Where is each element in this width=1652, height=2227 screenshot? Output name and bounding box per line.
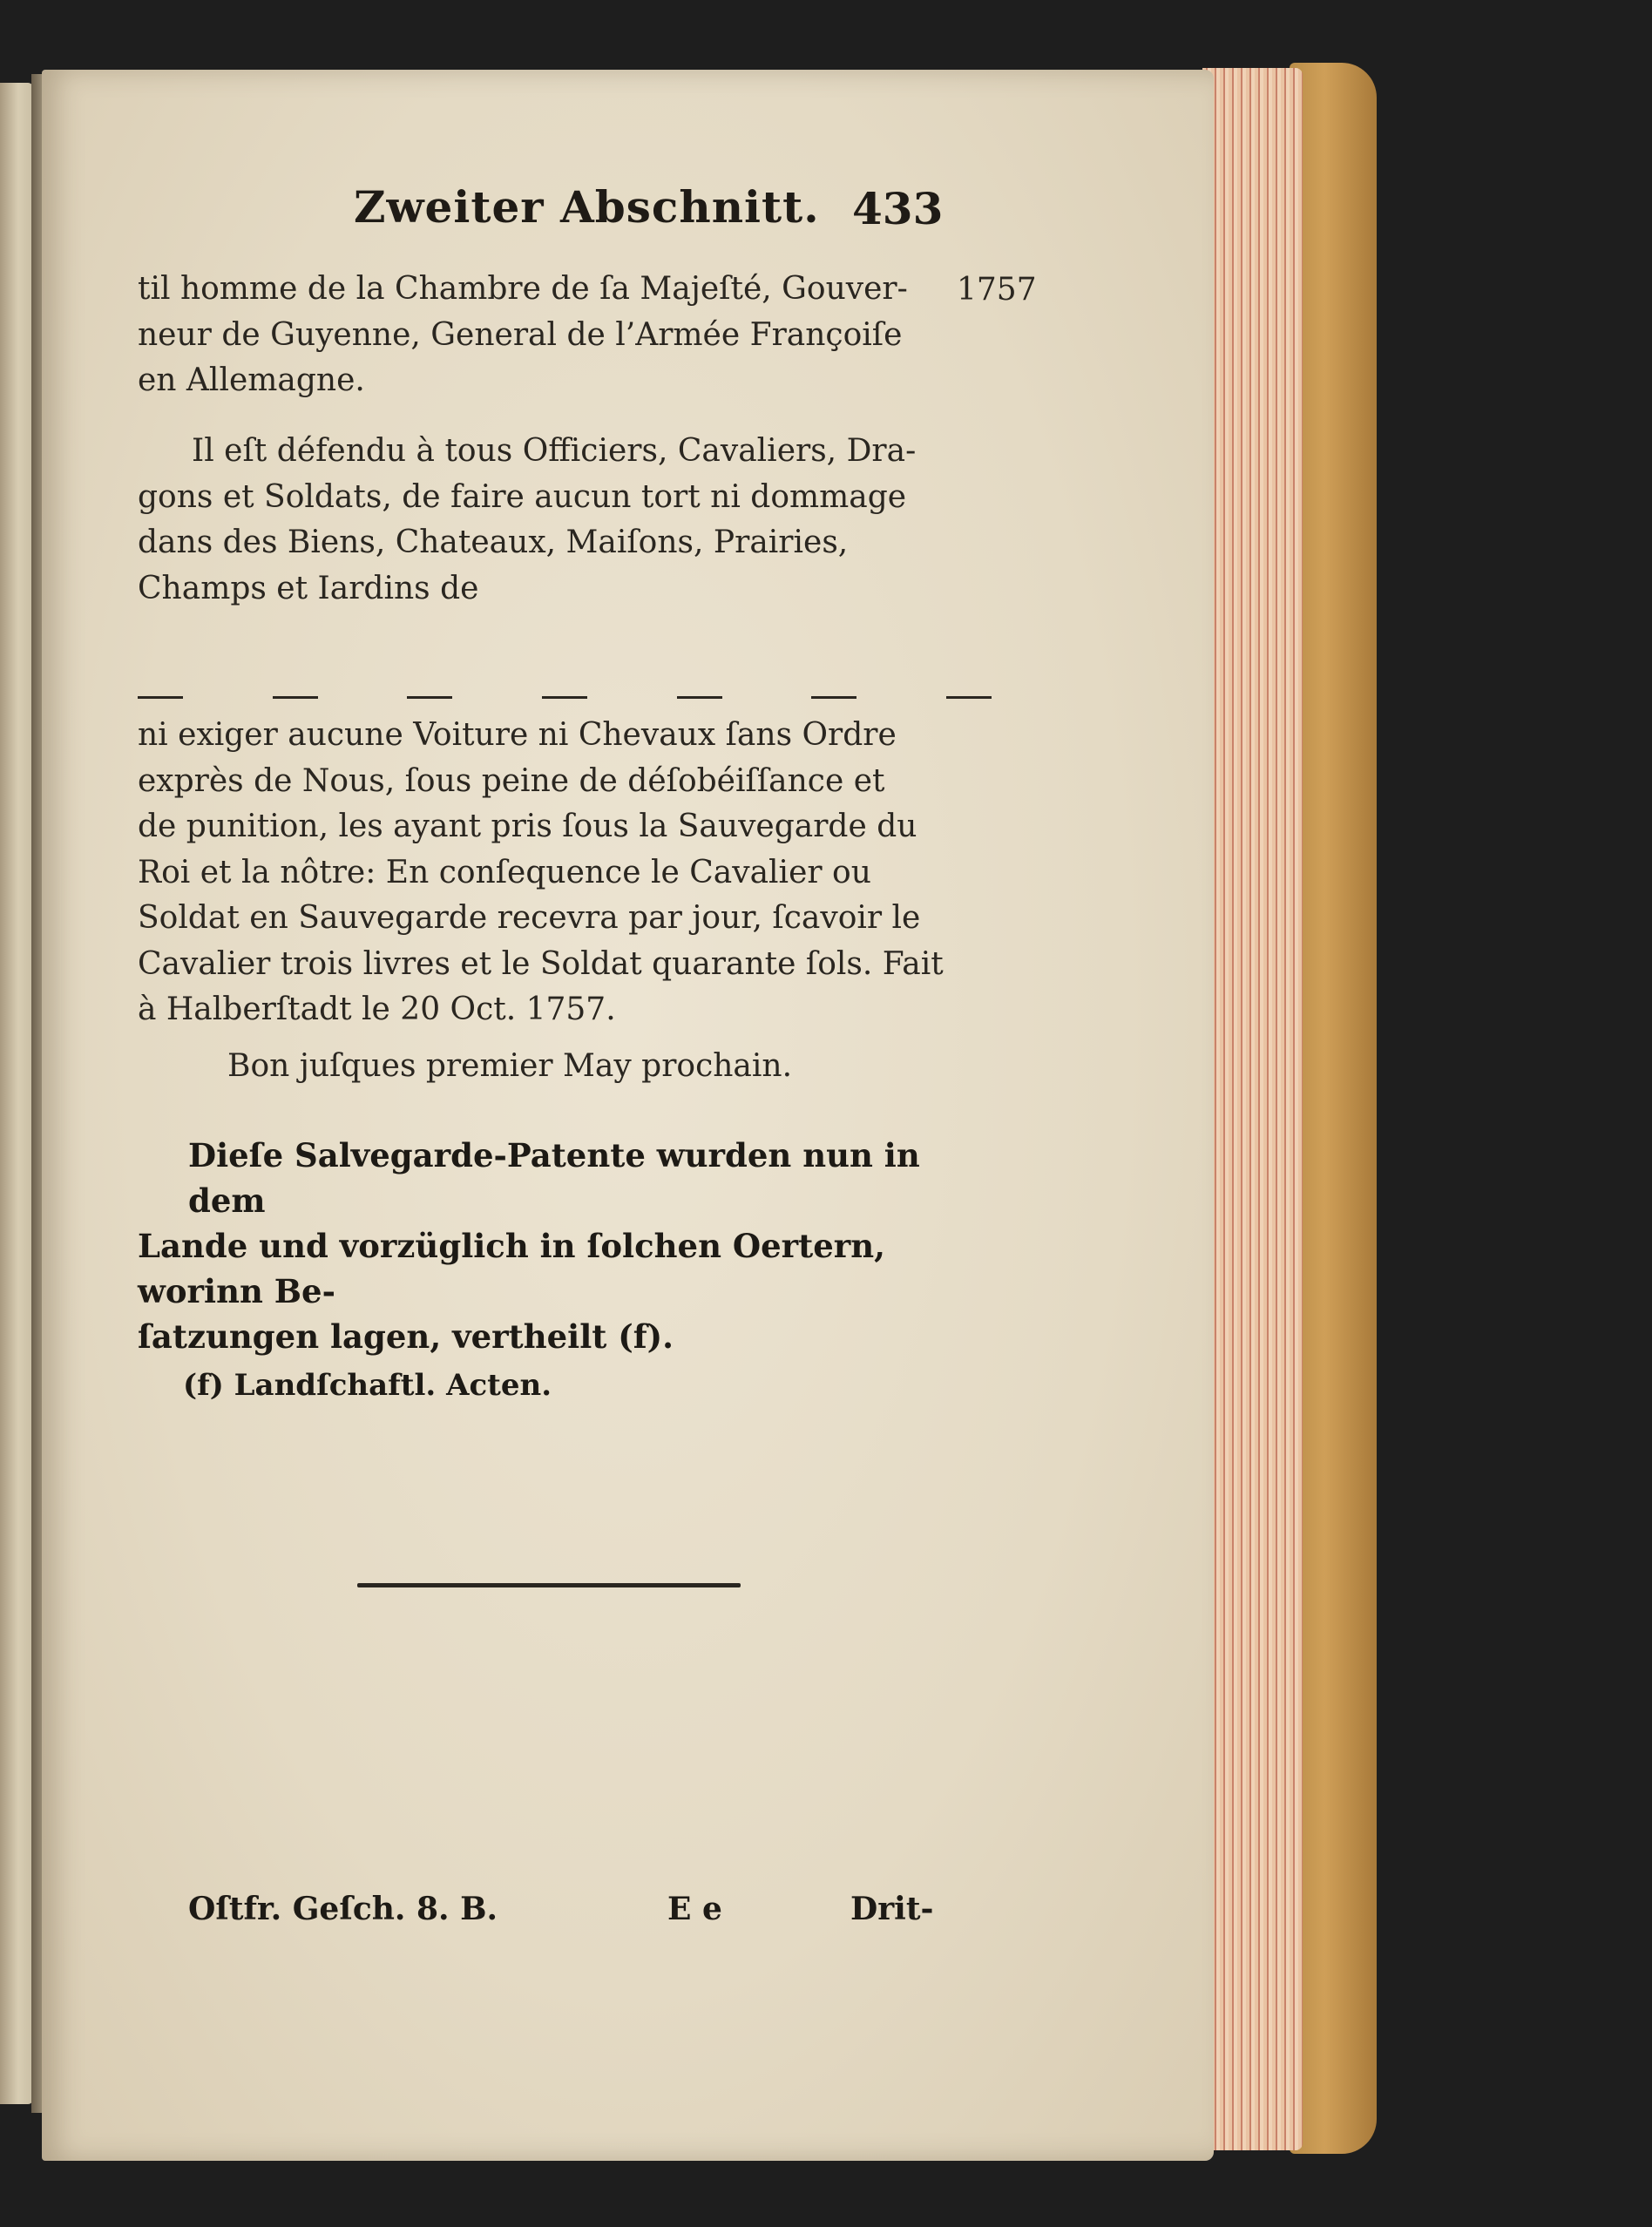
dash <box>811 696 856 699</box>
french-paragraph-3 <box>138 713 992 1033</box>
german-paragraph <box>138 1133 992 1359</box>
text-line: Soldat en Sauvegarde recevra par jour, ſcavoir le <box>138 900 921 936</box>
signature-left: Oſtfr. Geſch. 8. B. <box>188 1891 498 1927</box>
book-cover-edge <box>1290 63 1377 2154</box>
catchword: Drit- <box>850 1891 934 1927</box>
text-line: Il eſt défendu à tous Officiers, Cavaliers, Dra- <box>192 433 917 469</box>
running-title: Zweiter Abschnitt. <box>354 181 820 233</box>
dash <box>407 696 452 699</box>
ellipsis-dash-row <box>138 688 992 706</box>
text-line: exprès de Nous, ſous peine de déſobéiſſance et <box>138 762 885 799</box>
margin-year-note: 1757 <box>957 272 1037 308</box>
book-page <box>42 70 1214 2161</box>
text-line: dans des Biens, Chateaux, Maiſons, Prairies, <box>138 525 849 560</box>
french-paragraph-2 <box>138 429 992 612</box>
text-line: Dieſe Salvegarde-Patente wurden nun in dem <box>188 1136 920 1220</box>
text-line: en Allemagne. <box>138 362 365 398</box>
previous-page-edge <box>0 83 33 2104</box>
text-line: de punition, les ayant pris ſous la Sauvegarde du <box>138 809 917 844</box>
text-line: neur de Guyenne, General de l’Armée Françoiſe <box>138 316 903 353</box>
footnote: (f) Landſchaftl. Acten. <box>183 1368 552 1403</box>
validity-line: Bon juſques premier May prochain. <box>227 1048 793 1084</box>
text-line: Cavalier trois livres et le Soldat quarante ſols. Fait <box>138 945 944 982</box>
dash <box>677 696 722 699</box>
text-line: gons et Soldats, de faire aucun tort ni dommage <box>138 478 907 515</box>
dash <box>273 696 318 699</box>
signature-mark: E e <box>667 1891 722 1927</box>
dash <box>946 696 992 699</box>
dash <box>138 696 183 699</box>
text-line: ſatzungen lagen, vertheilt (f). <box>138 1317 674 1356</box>
text-line: Roi et la nôtre: En conſequence le Cavalier ou <box>138 854 871 890</box>
page-number: 433 <box>852 183 944 234</box>
text-line: ni exiger aucune Voiture ni Chevaux ſans Ordre <box>138 717 897 753</box>
french-paragraph-1 <box>138 267 992 404</box>
text-line: Lande und vorzüglich in ſolchen Oertern, worinn Be- <box>138 1227 886 1310</box>
text-line: à Halberſtadt le 20 Oct. 1757. <box>138 992 616 1027</box>
dash <box>542 696 587 699</box>
text-line: Champs et Iardins de <box>138 570 479 606</box>
page-stack-edges <box>1202 68 1303 2150</box>
section-rule <box>357 1583 741 1587</box>
text-line: til homme de la Chambre de ſa Majeſté, Gouver- <box>138 271 908 307</box>
